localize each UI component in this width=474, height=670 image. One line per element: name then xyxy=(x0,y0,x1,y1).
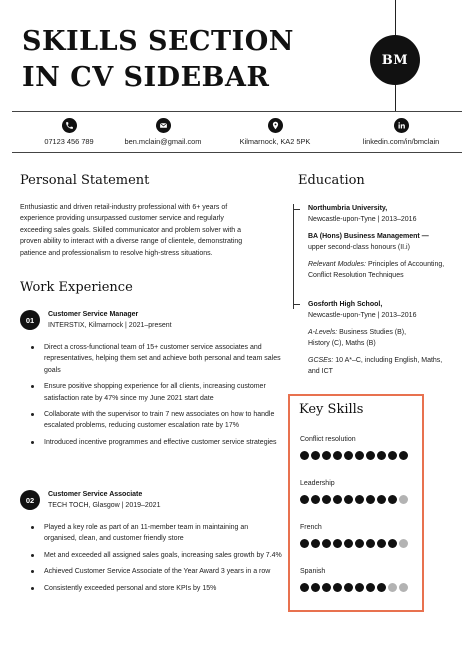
skill-dot-filled xyxy=(344,495,353,504)
skill-dot-filled xyxy=(322,495,331,504)
skill-rating xyxy=(300,451,410,460)
skill-dot-filled xyxy=(333,539,342,548)
skill-name: French xyxy=(300,524,322,531)
skill-dot-filled xyxy=(311,495,320,504)
contact-email-text[interactable]: ben.mclain@gmail.com xyxy=(124,137,202,146)
gcses-text: and ICT xyxy=(308,368,333,376)
key-skills-heading: Key Skills xyxy=(299,402,364,417)
statement-line: experience providing unsurpassed customer service and regularly xyxy=(20,215,224,223)
skill-dot-filled xyxy=(355,539,364,548)
statement-line: patience and professionalism to resolve high-stress situations. xyxy=(20,249,213,257)
job-company-dates: INTERSTIX, Kilmarnock | 2021–present xyxy=(48,322,172,329)
location-pin-icon xyxy=(268,118,283,133)
skill-dot-filled xyxy=(377,539,386,548)
contact-linkedin[interactable] xyxy=(350,118,452,146)
skill-dot-filled xyxy=(388,539,397,548)
job-number-badge: 01 xyxy=(20,310,40,330)
job-bullet: Ensure positive shopping experience for all clients, increasing customer satisfaction rate by 47% since my June 2021 start date xyxy=(30,381,282,404)
skill-dot-filled xyxy=(399,451,408,460)
linkedin-icon xyxy=(394,118,409,133)
modules-label: Relevant Modules: xyxy=(308,260,366,268)
job-bullet: Met and exceeded all assigned sales goals, increasing sales growth by 7.4% xyxy=(30,550,282,561)
job-bullet: Collaborate with the supervisor to train 7 new associates on how to handle escalated problems, reducing customer escalation rate by 17% xyxy=(30,409,282,432)
skill-dot-filled xyxy=(311,539,320,548)
skill-dot-filled xyxy=(322,583,331,592)
job-dates: 2019–2021 xyxy=(125,502,161,509)
school-location-dates: Newcastle-upon-Tyne | 2013–2016 xyxy=(308,312,417,320)
skill-name: Leadership xyxy=(300,480,335,487)
skill-dot-filled xyxy=(366,583,375,592)
skill-dot-empty xyxy=(399,539,408,548)
skill-dot-filled xyxy=(344,583,353,592)
skill-dot-filled xyxy=(366,495,375,504)
phone-icon xyxy=(62,118,77,133)
job-bullet: Achieved Customer Service Associate of the Year Award 3 years in a row xyxy=(30,566,282,577)
job-company: TECH TOCH, Glasgow xyxy=(48,502,120,509)
skill-dot-empty xyxy=(399,495,408,504)
education-timeline-line xyxy=(293,204,294,309)
statement-line: proven ability to interact with a diverse range of clientele, demonstrating xyxy=(20,238,243,246)
job-bullet: Played a key role as part of an 11-member team in maintaining an organised, clean, and customer friendly store xyxy=(30,522,282,545)
education-heading: Education xyxy=(298,173,365,188)
page-title xyxy=(22,24,352,96)
contact-phone-text: 07123 456 789 xyxy=(44,137,94,146)
monogram-badge: BM xyxy=(370,35,420,85)
personal-statement-heading: Personal Statement xyxy=(20,173,150,188)
skill-dot-filled xyxy=(344,451,353,460)
skill-dot-filled xyxy=(388,451,397,460)
gcses-text: 10 A*–C, including English, Maths, xyxy=(335,356,443,364)
job-bullets xyxy=(30,522,282,599)
job-title: Customer Service Manager xyxy=(48,311,139,318)
skill-dot-filled xyxy=(355,451,364,460)
education-entry xyxy=(308,203,468,281)
skill-dot-empty xyxy=(399,583,408,592)
skill-dot-filled xyxy=(322,451,331,460)
alevels-label: A-Levels: xyxy=(308,328,338,336)
personal-statement-text xyxy=(20,202,282,259)
skill-rating xyxy=(300,495,410,504)
job-bullet: Introduced incentive programmes and effective customer service strategies xyxy=(30,437,282,448)
education-entry xyxy=(308,299,468,377)
skill-dot-filled xyxy=(344,539,353,548)
contact-email[interactable] xyxy=(120,118,206,146)
job-bullet: Consistently exceeded personal and store KPIs by 15% xyxy=(30,583,282,594)
skill-dot-filled xyxy=(333,495,342,504)
education-timeline-tick xyxy=(293,304,300,305)
gcses-label: GCSEs: xyxy=(308,356,334,364)
skill-dot-filled xyxy=(311,583,320,592)
key-skills-box xyxy=(288,394,424,612)
skill-rating xyxy=(300,583,410,592)
work-experience-heading: Work Experience xyxy=(20,280,133,295)
degree-title: BA (Hons) Business Management — xyxy=(308,232,429,240)
job-company-dates: TECH TOCH, Glasgow | 2019–2021 xyxy=(48,502,161,509)
modules-text: Principles of Accounting, xyxy=(367,260,445,268)
statement-line: Enthusiastic and driven retail-industry professional with 6+ years of xyxy=(20,204,228,211)
skill-dot-filled xyxy=(300,539,309,548)
page-title-line-2: IN CV SIDEBAR xyxy=(22,62,270,93)
school-name: Gosforth High School, xyxy=(308,301,383,308)
skill-dot-filled xyxy=(377,495,386,504)
contact-phone xyxy=(34,118,104,146)
skill-dot-filled xyxy=(333,451,342,460)
skill-dot-filled xyxy=(355,495,364,504)
modules-text: Conflict Resolution Techniques xyxy=(308,272,404,280)
contact-location-text: Kilmarnock, KA2 5PK xyxy=(239,137,311,146)
degree-detail: upper second-class honours (II.i) xyxy=(308,244,410,252)
job-title: Customer Service Associate xyxy=(48,491,143,498)
contact-linkedin-text[interactable]: linkedin.com/in/bmclain xyxy=(362,137,440,146)
skill-dot-filled xyxy=(300,451,309,460)
job-dates: 2021–present xyxy=(128,322,172,329)
skill-name: Spanish xyxy=(300,568,326,575)
skill-dot-filled xyxy=(300,583,309,592)
statement-line: exceeding sales goals. Skilled communicator and problem solver with a xyxy=(20,226,241,234)
skill-rating xyxy=(300,539,410,548)
job-company: INTERSTIX, Kilmarnock xyxy=(48,322,124,329)
skill-dot-filled xyxy=(333,583,342,592)
alevels-text: Business Studies (B), xyxy=(339,328,407,336)
skill-dot-empty xyxy=(388,583,397,592)
skill-dot-filled xyxy=(322,539,331,548)
education-timeline-tick xyxy=(293,209,300,210)
skill-dot-filled xyxy=(377,583,386,592)
skill-dot-filled xyxy=(355,583,364,592)
skill-dot-filled xyxy=(377,451,386,460)
job-bullet: Direct a cross-functional team of 15+ customer service associates and representatives, helping them set and achieve both personal and team sales goals xyxy=(30,342,282,376)
job-number-badge: 02 xyxy=(20,490,40,510)
email-icon xyxy=(156,118,171,133)
skill-dot-filled xyxy=(366,451,375,460)
skill-name: Conflict resolution xyxy=(300,436,356,443)
contact-bar xyxy=(12,111,462,153)
contact-location xyxy=(228,118,322,146)
skill-dot-filled xyxy=(311,451,320,460)
school-location-dates: Newcastle-upon-Tyne | 2013–2016 xyxy=(308,216,417,224)
skill-dot-filled xyxy=(366,539,375,548)
school-name: Northumbria University, xyxy=(308,205,388,212)
alevels-text: History (C), Maths (B) xyxy=(308,340,376,348)
job-bullets xyxy=(30,342,282,453)
skill-dot-filled xyxy=(388,495,397,504)
page-title-line-1: SKILLS SECTION xyxy=(22,26,294,57)
skill-dot-filled xyxy=(300,495,309,504)
